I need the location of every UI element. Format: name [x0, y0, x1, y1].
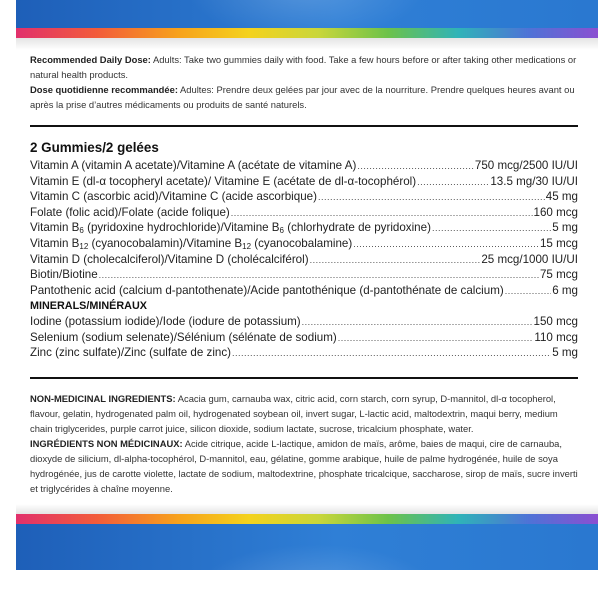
- nutrient-amount: 110 mcg: [534, 330, 578, 344]
- nutrient-name-part: (cyanocobalamin)/Vitamine B: [88, 236, 243, 250]
- nutrient-name-part: Vitamin B: [30, 221, 80, 235]
- nutrient-name-part: Iodine (potassium iodide)/Iode (iodure de potassium): [30, 314, 301, 328]
- minerals-header: MINERALS/MINÉRAUX: [30, 300, 147, 313]
- dose-french: [30, 82, 578, 112]
- nutrient-row: [30, 284, 578, 300]
- nutrient-name-part: Pantothenic acid (calcium d-pantothenate)/Acide pantothénique (d-pantothénate de calcium): [30, 283, 504, 297]
- non-medicinal-ingredients-section: [30, 391, 578, 496]
- nutrient-row: [30, 237, 578, 253]
- dose-french-label: Dose quotidienne recommandée:: [30, 84, 178, 95]
- nutrient-name: [30, 190, 317, 203]
- dot-leader: [318, 192, 545, 202]
- dot-leader: [232, 348, 551, 358]
- nutrient-row: [30, 190, 578, 206]
- nutrient-row: [30, 331, 578, 347]
- divider-rule-top: [30, 125, 578, 127]
- nutrient-name-part: (chlorhydrate de pyridoxine): [284, 221, 431, 235]
- nutrient-name: [30, 315, 301, 328]
- nutrient-amount: 45 mg: [545, 190, 578, 204]
- nutrient-amount: 750 mcg/2500 IU/UI: [474, 159, 578, 172]
- nutrient-name-part: Zinc (zinc sulfate)/Zinc (sulfate de zinc): [30, 346, 232, 360]
- bottom-decorative-band: [16, 504, 598, 570]
- bottom-fade: [16, 504, 598, 514]
- dose-french-text: Adultes: Prendre deux gelées par jour avec de la nourriture. Prendre quelques heures avant ou après la prise d’autres médicaments ou produits de santé naturels.: [30, 84, 575, 110]
- vitamin-list: [30, 159, 578, 299]
- nutrient-row: [30, 268, 578, 284]
- divider-rule-bottom: [30, 377, 578, 379]
- nutrient-amount: 75 mcg: [539, 268, 578, 282]
- mineral-list: [30, 315, 578, 362]
- dot-leader: [505, 286, 552, 296]
- nutrient-name: [30, 346, 231, 359]
- nutrient-name-part: (cyanocobalamine): [251, 236, 353, 250]
- nutrient-amount: 15 mcg: [539, 236, 578, 250]
- recommended-dose-section: [30, 52, 578, 112]
- top-decorative-band: [16, 0, 598, 50]
- nutrient-name-part: 6: [279, 226, 284, 236]
- nutrient-name-part: Biotin/Biotine: [30, 268, 98, 282]
- nutrient-amount: 5 mg: [552, 221, 578, 235]
- nutrient-name: [30, 206, 230, 219]
- nutrient-name-part: Vitamin C (ascorbic acid)/Vitamine C (acide ascorbique): [30, 190, 317, 204]
- nutrient-row: [30, 221, 578, 237]
- nutrient-name-part: 6: [79, 226, 84, 236]
- serving-size-header: 2 Gummies/2 gelées: [30, 140, 159, 155]
- ingredients-french: [30, 436, 578, 496]
- nutrient-name-part: Vitamin B: [30, 236, 80, 250]
- nutrient-name-part: (pyridoxine hydrochloride)/Vitamine B: [83, 221, 280, 235]
- dot-leader: [357, 161, 474, 171]
- nutrient-row: [30, 253, 578, 269]
- dot-leader: [231, 208, 533, 218]
- nutrient-name: [30, 237, 352, 251]
- dose-english-text: Adults: Take two gummies daily with food. Take a few hours before or after taking other medications or natural health products.: [30, 54, 577, 80]
- ingredients-french-label: INGRÉDIENTS NON MÉDICINAUX:: [30, 438, 183, 449]
- bottom-rainbow-stripe: [16, 514, 598, 524]
- top-fade: [16, 38, 598, 50]
- ingredients-french-text: Acide citrique, acide L-lactique, amidon de maïs, arôme, baies de maqui, cire de carnauba, dioxyde de silicium, dl-alpha-tocophérol, D-mannitol, eau, gélatine, gomme arabique, huile de palme hydrogénée, huile de soya hydrogénée, jus de carotte violette, lactate de sodium, maltodextrine, phosphate tricalcique, saccharose, sirop de maïs, sucre inverti et triglycérides à chaîne moyenne.: [30, 438, 578, 494]
- nutrient-name: [30, 175, 416, 188]
- nutrient-name-part: 12: [79, 241, 89, 251]
- dot-leader: [432, 223, 551, 233]
- nutrient-row: [30, 159, 578, 175]
- nutrient-name-part: Vitamin E (dl-α tocopheryl acetate)/ Vitamine E (acétate de dl-α-tocophérol): [30, 174, 417, 188]
- ingredients-english: [30, 391, 578, 436]
- nutrient-name-part: Vitamin D (cholecalciferol)/Vitamine D (cholécalciférol): [30, 252, 309, 266]
- nutrient-row: [30, 315, 578, 331]
- nutrient-name: [30, 284, 504, 297]
- nutrient-name-part: Selenium (sodium selenate)/Sélénium (sélénate de sodium): [30, 330, 337, 344]
- supplement-facts-section: [30, 140, 578, 362]
- nutrient-row: [30, 206, 578, 222]
- nutrient-row: [30, 346, 578, 362]
- ingredients-english-label: NON-MEDICINAL INGREDIENTS:: [30, 393, 176, 404]
- dot-leader: [338, 333, 534, 343]
- dose-english: [30, 52, 578, 82]
- nutrient-amount: 5 mg: [552, 346, 578, 360]
- dose-english-label: Recommended Daily Dose:: [30, 54, 151, 65]
- nutrient-amount: 150 mcg: [533, 314, 578, 328]
- nutrient-amount: 6 mg: [552, 283, 578, 297]
- dot-leader: [417, 177, 489, 187]
- nutrient-name: [30, 253, 309, 266]
- nutrient-amount: 13.5 mg/30 IU/UI: [490, 174, 578, 188]
- nutrient-amount: 25 mcg/1000 IU/UI: [481, 252, 578, 266]
- dot-leader: [310, 255, 481, 265]
- nutrient-name-part: 12: [242, 241, 252, 251]
- dot-leader: [353, 239, 539, 249]
- nutrient-name: [30, 159, 356, 172]
- dot-leader: [99, 270, 539, 280]
- nutrient-name-part: Vitamin A (vitamin A acetate)/Vitamine A (acétate de vitamine A): [30, 159, 357, 172]
- ingredients-english-text: Acacia gum, carnauba wax, citric acid, corn starch, corn syrup, D-mannitol, dl-α tocopherol, flavour, gelatin, hydrogenated palm oil, hydrogenated soybean oil, invert sugar, L-lactic acid, maltodextrin, maqui berry, medium chain triglycerides, purple carrot juice, silicon dioxide, sodium lactate, sucrose, tricalcium phosphate, water.: [30, 393, 558, 434]
- dot-leader: [302, 317, 533, 327]
- top-rainbow-stripe: [16, 28, 598, 38]
- nutrient-name: [30, 331, 337, 344]
- nutrient-name-part: Folate (folic acid)/Folate (acide folique): [30, 205, 230, 219]
- nutrient-name: [30, 268, 98, 281]
- nutrient-row: [30, 175, 578, 191]
- nutrient-name: [30, 221, 431, 235]
- nutrient-amount: 160 mcg: [533, 205, 578, 219]
